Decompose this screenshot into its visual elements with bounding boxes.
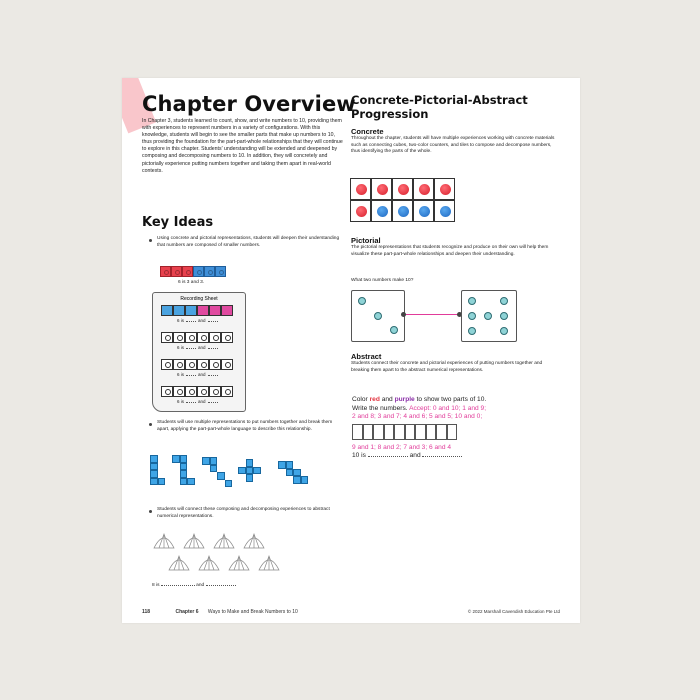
- blue-cube: [193, 266, 204, 277]
- recording-cell[interactable]: [197, 305, 209, 316]
- ten-frame-cell: [371, 200, 392, 222]
- task-text: to show two parts of 10.: [416, 396, 487, 403]
- pictorial-heading: Pictorial: [351, 236, 381, 245]
- recording-cell[interactable]: [197, 386, 209, 397]
- ten-frame-cell: [392, 200, 413, 222]
- color-cell[interactable]: [363, 424, 374, 440]
- bullet-3: [149, 510, 152, 513]
- recording-cell[interactable]: [173, 359, 185, 370]
- red-counter: [356, 206, 367, 217]
- tile-square: [180, 455, 188, 463]
- recording-rows: [153, 293, 245, 411]
- red-counter: [440, 184, 451, 195]
- recording-cell[interactable]: [197, 359, 209, 370]
- textbook-page: [122, 78, 580, 623]
- ten-is-label: 10 is: [352, 452, 366, 459]
- tile-square: [210, 457, 218, 465]
- task-text: and: [381, 396, 393, 403]
- ten-frame-cell: [392, 178, 413, 200]
- page-number: 118: [142, 609, 151, 615]
- tile-square: [217, 472, 225, 480]
- blue-cube: [215, 266, 226, 277]
- recording-cell[interactable]: [197, 332, 209, 343]
- color-cell[interactable]: [352, 424, 363, 440]
- recording-cell[interactable]: [221, 305, 233, 316]
- tile-square: [238, 467, 246, 475]
- recording-cell[interactable]: [221, 332, 233, 343]
- tile-square: [150, 463, 158, 471]
- recording-row-label: [177, 345, 218, 350]
- blue-counter: [419, 206, 430, 217]
- blue-counter: [440, 206, 451, 217]
- recording-cell[interactable]: [173, 305, 185, 316]
- ten-frame-cell: [413, 178, 434, 200]
- recording-cell[interactable]: [161, 386, 173, 397]
- answer-blank[interactable]: [186, 375, 196, 376]
- counter-dot: [500, 327, 508, 335]
- cpa-heading: [351, 93, 528, 121]
- answer-blank[interactable]: [186, 402, 196, 403]
- counter-dot: [374, 312, 382, 320]
- task-line-2: [352, 405, 577, 414]
- word-red: red: [369, 396, 380, 403]
- tile-square: [150, 478, 158, 486]
- footer: [142, 609, 298, 615]
- row-label-b: and: [198, 318, 206, 323]
- color-cell[interactable]: [415, 424, 426, 440]
- ten-frame-cell: [371, 178, 392, 200]
- answer-blank[interactable]: [422, 456, 462, 457]
- row-label-b: and: [198, 372, 206, 377]
- ten-is-line: [352, 452, 462, 459]
- recording-cell[interactable]: [221, 386, 233, 397]
- tile-square: [253, 467, 261, 475]
- tile-square: [210, 465, 218, 473]
- recording-row-label: [177, 318, 218, 323]
- row-label-a: 6 is: [177, 399, 185, 404]
- key-ideas-heading: Key Ideas: [142, 215, 214, 230]
- answer-blank[interactable]: [161, 585, 195, 586]
- red-counter: [419, 184, 430, 195]
- ten-frame-cell: [350, 178, 371, 200]
- pictorial-question: What two numbers make 10?: [351, 278, 414, 283]
- color-cell[interactable]: [447, 424, 458, 440]
- recording-cell[interactable]: [185, 386, 197, 397]
- ten-cell-row: [352, 424, 574, 440]
- task-write: Write the numbers.: [352, 404, 408, 412]
- recording-cell[interactable]: [209, 305, 221, 316]
- counter-dot: [500, 312, 508, 320]
- tile-square: [286, 469, 294, 477]
- row-label-a: 6 is: [177, 345, 185, 350]
- cpa-heading-line2: Progression: [351, 107, 429, 121]
- red-counter: [398, 184, 409, 195]
- overview-paragraph: In Chapter 3, students learned to count, show, and write numbers to 10, providing them with experiences to represent numbers in a variety of configurations. With this knowledge, students will begin to see the smaller parts that make up numbers to 10, thus providing the foundation for the part-part-whole relationships that they will continue to explore in this chapter. Students' understanding will be extended and deepened by composing and decomposing numbers to 10. In addition, they will concretely and pictorially experience putting numbers together and taking them apart in real-world contexts.: [142, 118, 343, 174]
- recording-cell[interactable]: [209, 332, 221, 343]
- answer-blank[interactable]: [186, 348, 196, 349]
- abstract-text: Students connect their concrete and pictorial experiences of putting numbers together and breaking them apart to the abstract numerical representations.: [351, 361, 543, 373]
- answer-blank[interactable]: [208, 321, 218, 322]
- tile-square: [158, 478, 166, 486]
- red-cube: [182, 266, 193, 277]
- bond-dot: [401, 312, 406, 317]
- cpa-heading-line1: Concrete-Pictorial-Abstract: [351, 93, 528, 107]
- blue-cube: [204, 266, 215, 277]
- counter-dot: [468, 327, 476, 335]
- recording-cell[interactable]: [161, 332, 173, 343]
- tile-square: [172, 455, 180, 463]
- concrete-heading: Concrete: [351, 127, 384, 136]
- page-title: Chapter Overview: [142, 92, 356, 116]
- key-idea-1: Using concrete and pictorial representations, students will deepen their understanding that numbers are composed of smaller numbers.: [157, 236, 340, 248]
- bond-line: [403, 314, 460, 315]
- row-label-a: 6 is: [177, 372, 185, 377]
- word-purple: purple: [394, 396, 415, 403]
- answer-blank[interactable]: [186, 321, 196, 322]
- row-label-b: and: [198, 399, 206, 404]
- recording-cell[interactable]: [161, 359, 173, 370]
- cube-caption: 6 is 3 and 3.: [178, 280, 205, 285]
- ten-frame-cell: [434, 178, 455, 200]
- counter-dot: [390, 326, 398, 334]
- connecting-cubes: [160, 266, 226, 277]
- color-cell[interactable]: [426, 424, 437, 440]
- ten-frame-cell: [350, 200, 371, 222]
- tile-square: [150, 455, 158, 463]
- tile-square: [225, 480, 233, 488]
- color-cell[interactable]: [384, 424, 395, 440]
- abstract-task: [352, 396, 577, 422]
- tile-square: [246, 459, 254, 467]
- color-cell[interactable]: [394, 424, 405, 440]
- row-label-a: 6 is: [177, 318, 185, 323]
- tile-square: [246, 474, 254, 482]
- blue-counter: [377, 206, 388, 217]
- red-counter: [377, 184, 388, 195]
- color-cell[interactable]: [436, 424, 447, 440]
- recording-cell[interactable]: [161, 305, 173, 316]
- recording-cell[interactable]: [185, 332, 197, 343]
- color-cell[interactable]: [405, 424, 416, 440]
- recording-cell[interactable]: [173, 386, 185, 397]
- part-box-left: [351, 290, 405, 342]
- key-idea-2: Students will use multiple representations to put numbers together and break them apart, applying the part-part-whole language to describe this relationship.: [157, 420, 333, 432]
- counter-dot: [468, 312, 476, 320]
- key-idea-3: Students will connect these composing and decomposing experiences to abstract numerical representations.: [157, 507, 330, 519]
- answer-blank[interactable]: [368, 456, 408, 457]
- shells-illustration: [152, 530, 302, 578]
- counter-dot: [500, 297, 508, 305]
- recording-sheet-title: Recording Sheet: [180, 296, 218, 302]
- tile-square: [286, 461, 294, 469]
- tile-square: [246, 467, 254, 475]
- shells-caption-a: 8 is: [152, 583, 160, 588]
- tile-square: [150, 470, 158, 478]
- recording-cell[interactable]: [185, 305, 197, 316]
- counter-dot: [468, 297, 476, 305]
- answer-blank[interactable]: [208, 348, 218, 349]
- tile-square: [278, 461, 286, 469]
- task-line-1: [352, 396, 577, 405]
- recording-row-label: [177, 399, 218, 404]
- task-text: Color: [352, 396, 368, 403]
- shells-caption-b: and: [196, 583, 205, 588]
- red-counter: [356, 184, 367, 195]
- abstract-heading: Abstract: [351, 352, 382, 361]
- tile-square: [180, 470, 188, 478]
- accept-answers: Accept: 0 and 10; 1 and 9;: [409, 404, 487, 412]
- tile-square: [180, 478, 188, 486]
- blue-counter: [398, 206, 409, 217]
- shells-caption: [152, 583, 236, 590]
- ten-frame-cell: [434, 200, 455, 222]
- tile-square: [301, 476, 309, 484]
- row-label-b: and: [198, 345, 206, 350]
- tile-square: [202, 457, 210, 465]
- answer-blank[interactable]: [206, 585, 236, 586]
- recording-cell[interactable]: [209, 386, 221, 397]
- footer-copyright: © 2022 Marshall Cavendish Education Pte Ltd: [467, 609, 560, 614]
- color-cell[interactable]: [373, 424, 384, 440]
- pictorial-text: The pictorial representations that students recognize and produce on their own will help them visualize these part-part-whole relationships and deepen their understanding.: [351, 245, 549, 257]
- red-cube: [160, 266, 171, 277]
- ten-frame: [350, 178, 457, 222]
- tile-square: [293, 476, 301, 484]
- ten-and-label: and: [409, 452, 421, 459]
- recording-cell[interactable]: [185, 359, 197, 370]
- answer-blank[interactable]: [208, 402, 218, 403]
- ten-frame-cell: [413, 200, 434, 222]
- counter-dot: [358, 297, 366, 305]
- bullet-2: [149, 423, 152, 426]
- bullet-1: [149, 239, 152, 242]
- recording-cell[interactable]: [209, 359, 221, 370]
- concrete-text: Throughout the chapter, students will have multiple experiences working with concrete materials such as connecting cubes, two-color counters, and tiles to compose and decompose numbers, thus identifying the parts of the whole.: [351, 136, 555, 154]
- recording-cell[interactable]: [221, 359, 233, 370]
- footer-chapter: Chapter 6: [175, 609, 199, 615]
- tile-square: [187, 478, 195, 486]
- answer-blank[interactable]: [208, 375, 218, 376]
- part-box-right: [461, 290, 517, 342]
- tile-square: [293, 469, 301, 477]
- counter-dot: [484, 312, 492, 320]
- tile-shapes: [150, 453, 340, 497]
- recording-sheet: [152, 292, 246, 412]
- recording-row-label: [177, 372, 218, 377]
- accept-answers: 9 and 1; 8 and 2; 7 and 3; 6 and 4: [352, 444, 451, 451]
- red-cube: [171, 266, 182, 277]
- accept-answers: 2 and 8; 3 and 7; 4 and 6; 5 and 5; 10 and 0;: [352, 413, 483, 421]
- recording-cell[interactable]: [173, 332, 185, 343]
- footer-chapter-title: Ways to Make and Break Numbers to 10: [207, 609, 298, 615]
- tile-square: [180, 463, 188, 471]
